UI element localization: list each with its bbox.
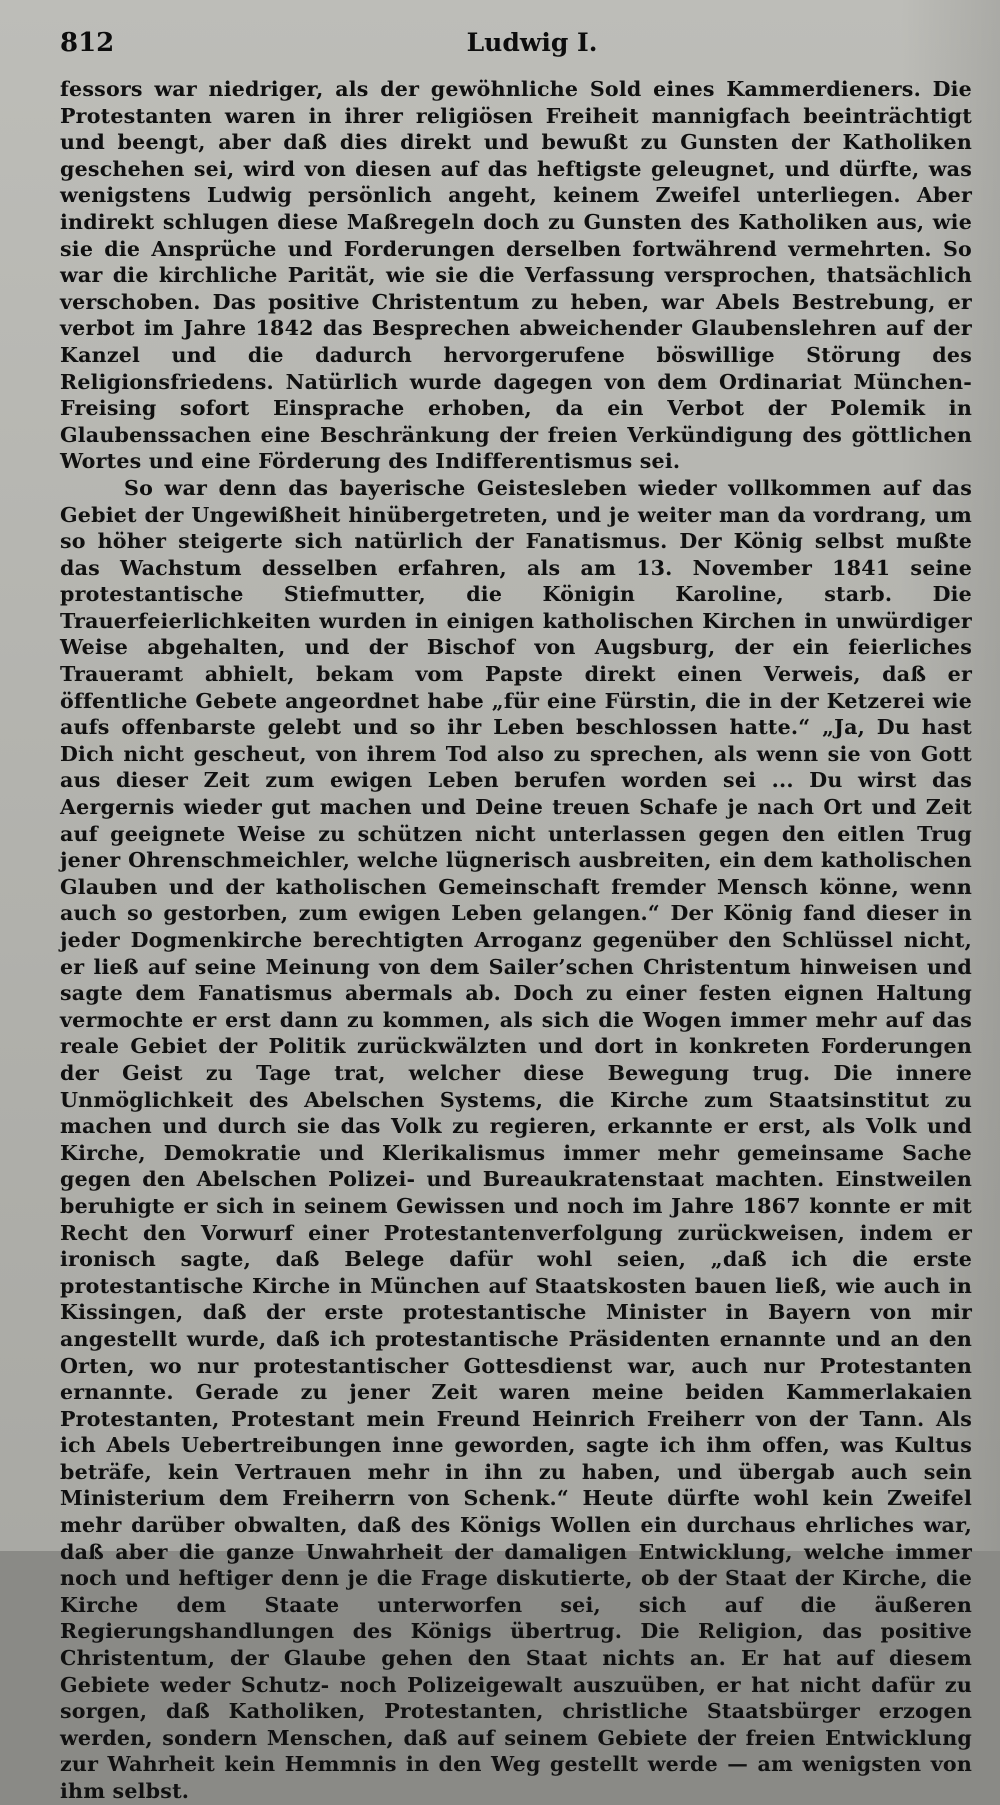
page-header: [60, 28, 964, 62]
page-number: 812: [60, 28, 115, 58]
paragraph: So war denn das bayerische Geistesleben wieder vollkommen auf das Gebiet der Ungewißheit hinübergetreten, und je weiter man da vordrang, um so höher steigerte sich natürlich der Fanatismus. Der König selbst mußte das Wachstum desselben erfahren, als am 13. November 1841 seine protestantische Stiefmutter, die Königin Karoline, starb. Die Trauerfeierlichkeiten wurden in einigen katholischen Kirchen in unwürdiger Weise abgehalten, und der Bischof von Augsburg, der ein feierliches Traueramt abhielt, bekam vom Papste direkt einen Verweis, daß er öffentliche Gebete angeordnet habe „für eine Fürstin, die in der Ketzerei wie aufs offenbarste gelebt und so ihr Leben beschlossen hatte.“ „Ja, Du hast Dich nicht gescheut, von ihrem Tod also zu sprechen, als wenn sie von Gott aus dieser Zeit zum ewigen Leben berufen worden sei ... Du wirst das Aergernis wieder gut machen und Deine treuen Schafe je nach Ort und Zeit auf geeignete Weise zu schützen nicht unterlassen gegen den eitlen Trug jener Ohrenschmeichler, welche lügnerisch ausbreiten, ein dem katholischen Glauben und der katholischen Gemeinschaft fremder Mensch könne, wenn auch so gestorben, zum ewigen Leben gelangen.“ Der König fand dieser in jeder Dogmenkirche berechtigten Arroganz gegenüber den Schlüssel nicht, er ließ auf seine Meinung von dem Sailer’schen Christentum hinweisen und sagte dem Fanatismus abermals ab. Doch zu einer festen eignen Haltung vermochte er erst dann zu kommen, als sich die Wogen immer mehr auf das reale Gebiet der Politik zurückwälzten und dort in konkreten Forderungen der Geist zu Tage trat, welcher diese Bewegung trug. Die innere Unmöglichkeit des Abelschen Systems, die Kirche zum Staatsinstitut zu machen und durch sie das Volk zu regieren, erkannte er erst, als Volk und Kirche, Demokratie und Klerikalismus immer mehr gemeinsame Sache gegen den Abelschen Polizei- und Bureaukratenstaat machten. Einstweilen beruhigte er sich in seinem Gewissen und noch im Jahre 1867 konnte er mit Recht den Vorwurf einer Protestantenverfolgung zurückweisen, indem er ironisch sagte, daß Belege dafür wohl seien, „daß ich die erste protestantische Kirche in München auf Staatskosten bauen ließ, wie auch in Kissingen, daß der erste protestantische Minister in Bayern von mir angestellt wurde, daß ich protestantische Präsidenten ernannte und an den Orten, wo nur protestantischer Gottesdienst war, auch nur Protestanten ernannte. Gerade zu jener Zeit waren meine beiden Kammerlakaien Protestanten, Protestant mein Freund Heinrich Freiherr von der Tann. Als ich Abels Uebertreibungen inne geworden, sagte ich ihm offen, was Kultus beträfe, kein Vertrauen mehr in ihn zu haben, und übergab auch sein Ministerium dem Freiherrn von Schenk.“ Heute dürfte wohl kein Zweifel mehr darüber obwalten, daß des Königs Wollen ein durchaus ehrliches war, daß aber die ganze Unwahrheit der damaligen Entwicklung, welche immer noch und heftiger denn je die Frage diskutierte, ob der Staat der Kirche, die Kirche dem Staate unterworfen sei, sich auf die äußeren Regierungshandlungen des Königs übertrug. Die Religion, das positive Christentum, der Glaube gehen den Staat nichts an. Er hat auf diesem Gebiete weder Schutz- noch Polizeigewalt auszuüben, er hat nicht dafür zu sorgen, daß Katholiken, Protestanten, christliche Staatsbürger erzogen werden, sondern Menschen, daß auf seinem Gebiete der freien Entwicklung zur Wahrheit kein Hemmnis in den Weg gestellt werde — am wenigsten von ihm selbst.: [60, 475, 972, 1803]
running-head: Ludwig I.: [466, 28, 598, 57]
paragraph: fessors war niedriger, als der gewöhnliche Sold eines Kammerdieners. Die Protestanten waren in ihrer religiösen Freiheit mannigfach beeinträchtigt und beengt, aber daß dies direkt und bewußt zu Gunsten der Katholiken geschehen sei, wird von diesen auf das heftigste geleugnet, und dürfte, was wenigstens Ludwig persönlich angeht, keinem Zweifel unterliegen. Aber indirekt schlugen diese Maßregeln doch zu Gunsten des Katholiken aus, wie sie die Ansprüche und Forderungen derselben fortwährend vermehrten. So war die kirchliche Parität, wie sie die Verfassung versprochen, thatsächlich verschoben. Das positive Christentum zu heben, war Abels Bestrebung, er verbot im Jahre 1842 das Besprechen abweichender Glaubenslehren auf der Kanzel und die dadurch hervorgerufene böswillige Störung des Religionsfriedens. Natürlich wurde dagegen von dem Ordinariat München-Freising sofort Einsprache erhoben, da ein Verbot der Polemik in Glaubenssachen eine Beschränkung der freien Verkündigung des göttlichen Wortes und eine Förderung des Indifferentismus sei.: [60, 77, 972, 474]
body-text: [60, 76, 972, 1805]
